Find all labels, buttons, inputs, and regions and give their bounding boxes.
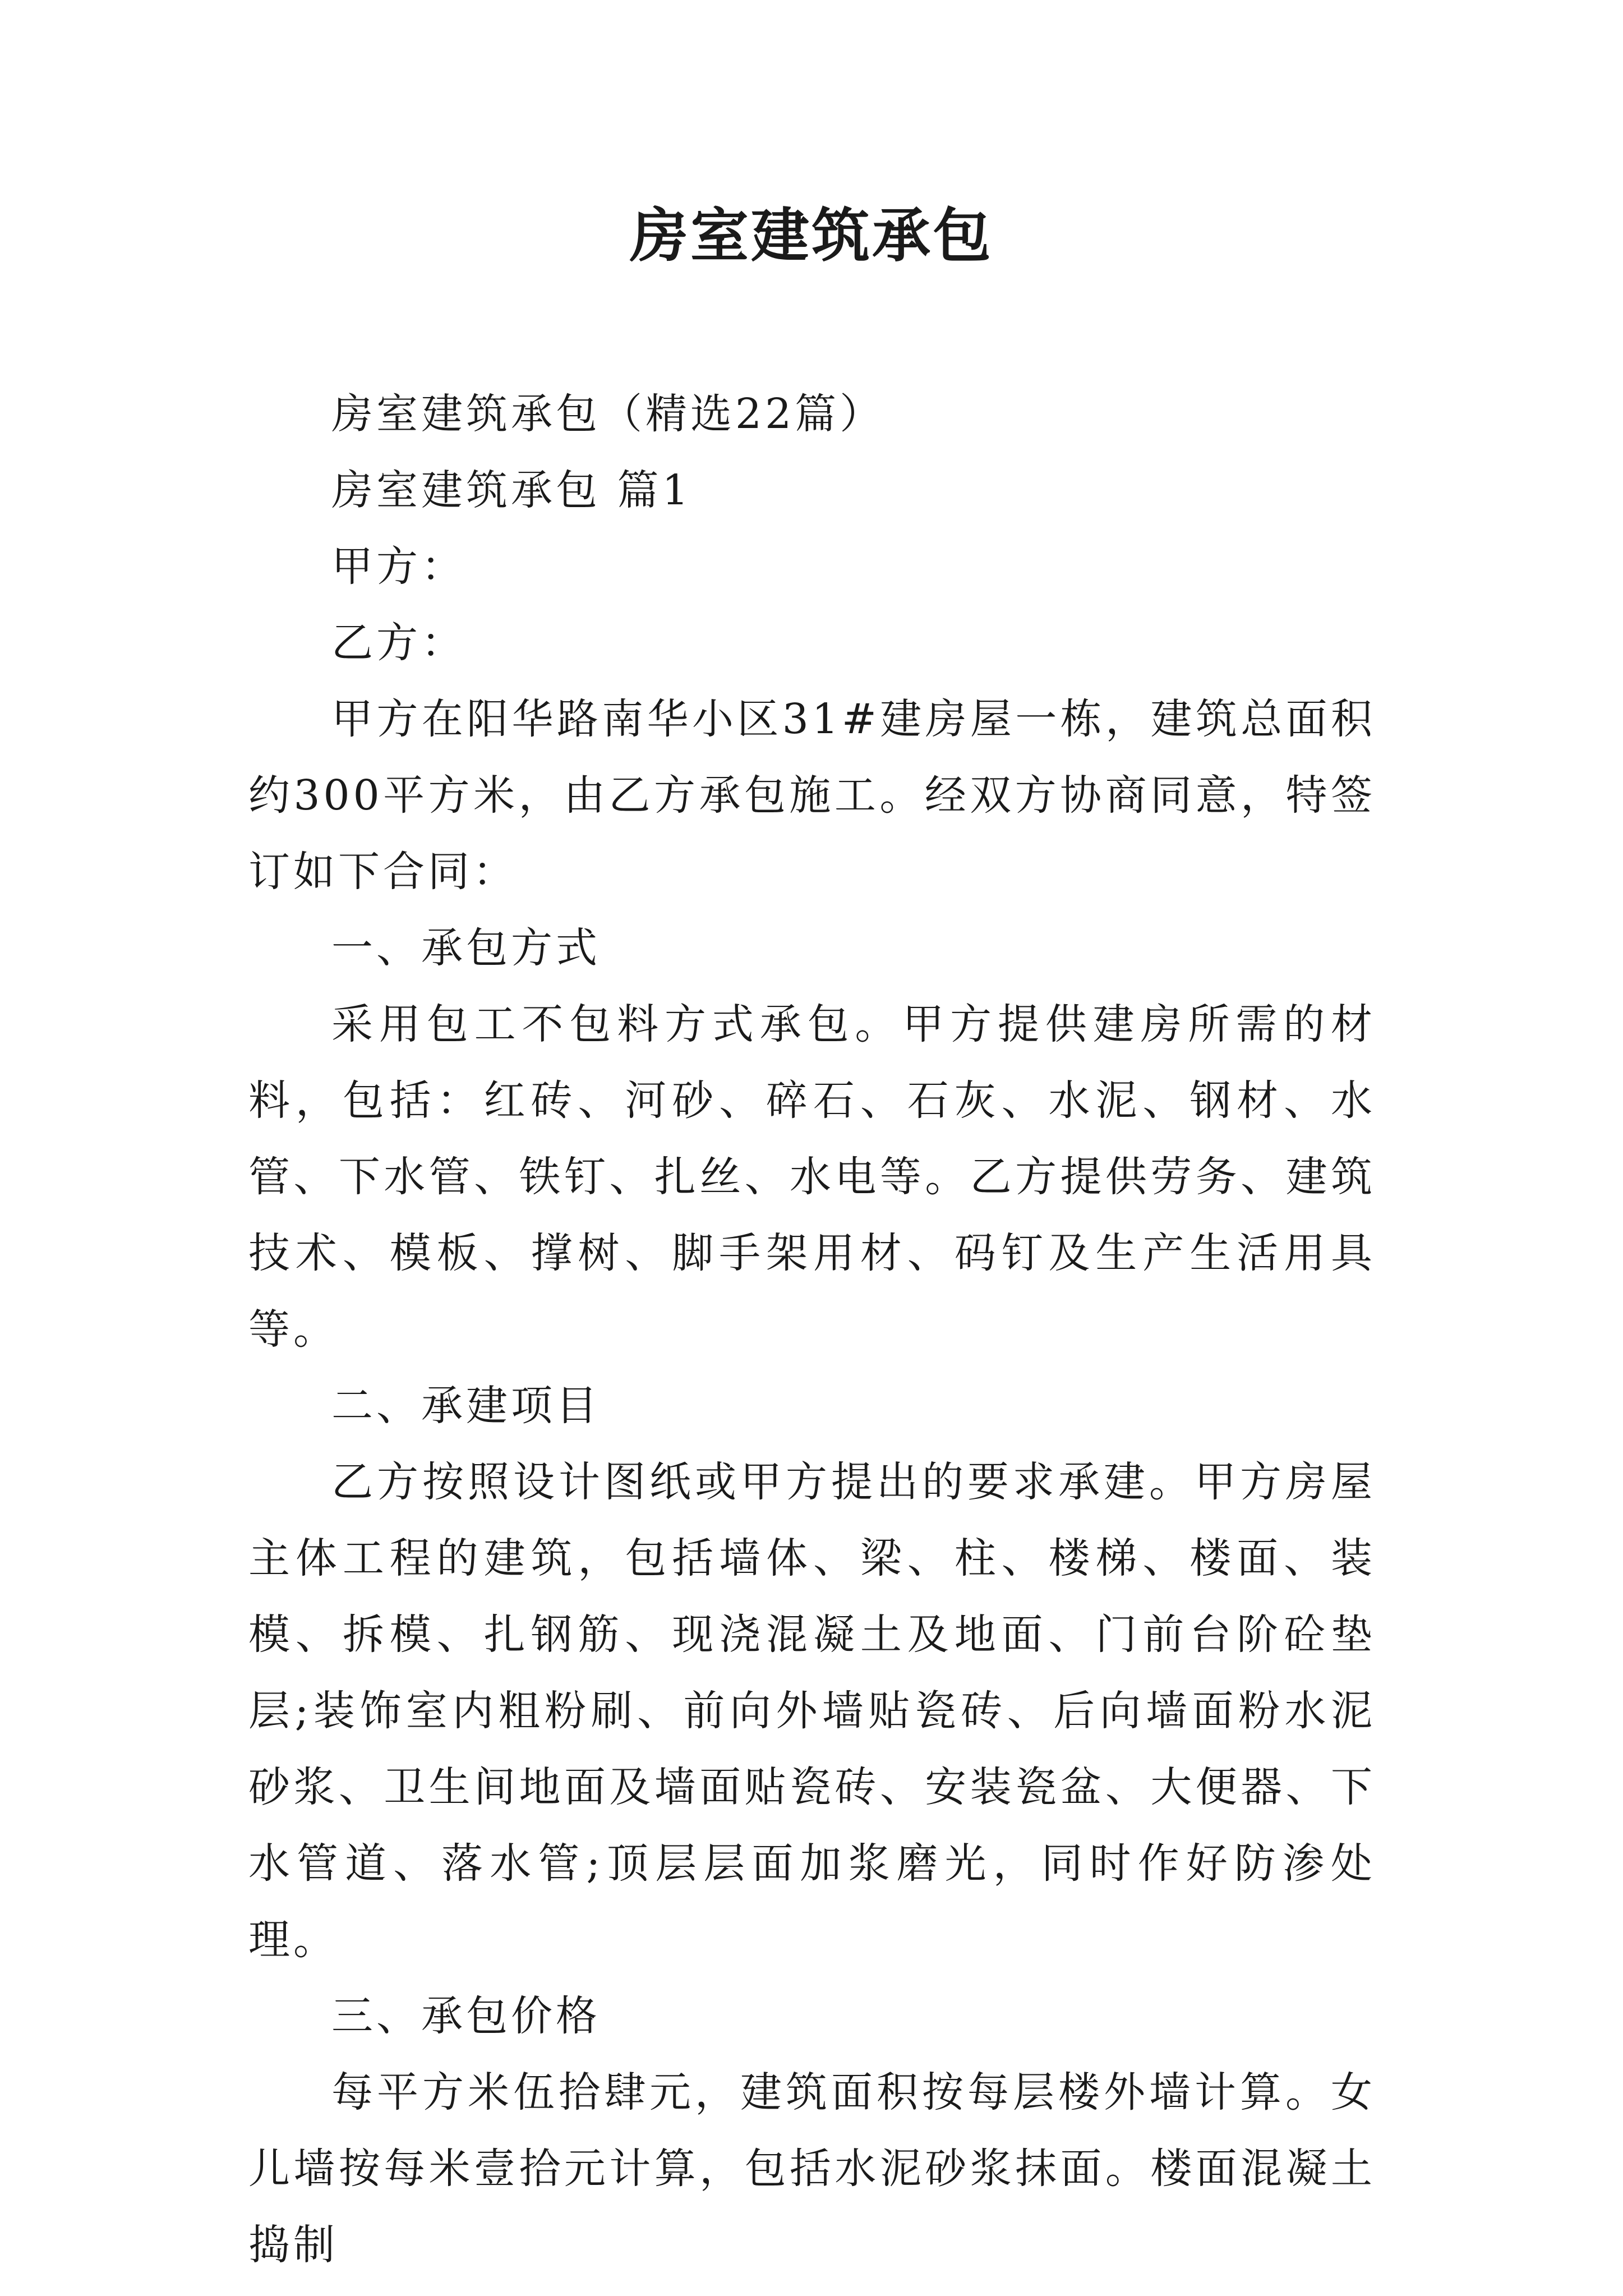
paragraph-contract-method: 采用包工不包料方式承包。甲方提供建房所需的材料，包括：红砖、河砂、碎石、石灰、水泥、钢材、水管、下水管、铁钉、扎丝、水电等。乙方提供劳务、建筑技术、模板、撑树、脚手架用材、码钉及生产生活用具等。	[248, 1000, 1376, 1354]
paragraph-party-a: 甲方：	[331, 542, 466, 591]
paragraph-contract-price: 每平方米伍拾肆元，建筑面积按每层楼外墙计算。女儿墙按每米壹拾元计算，包括水泥砂浆抹面。楼面混凝土捣制	[248, 2068, 1376, 2269]
paragraph-subtitle: 房室建筑承包（精选22篇）	[331, 390, 885, 438]
document-body	[248, 376, 1376, 2283]
paragraph-preamble: 甲方在阳华路南华小区31#建房屋一栋，建筑总面积约300平方米，由乙方承包施工。经双方协商同意，特签订如下合同：	[248, 695, 1376, 896]
heading-contract-method: 一、承包方式	[331, 924, 601, 972]
paragraph-section-heading: 房室建筑承包 篇1	[331, 466, 692, 514]
paragraph-party-b: 乙方：	[331, 619, 466, 667]
heading-construction-items: 二、承建项目	[331, 1382, 601, 1430]
document-title: 房室建筑承包	[629, 201, 993, 270]
paragraph-construction-items: 乙方按照设计图纸或甲方提出的要求承建。甲方房屋主体工程的建筑，包括墙体、梁、柱、楼梯、楼面、装模、拆模、扎钢筋、现浇混凝土及地面、门前台阶砼垫层;装饰室内粗粉刷、前向外墙贴瓷砖、后向墙面粉水泥砂浆、卫生间地面及墙面贴瓷砖、安装瓷盆、大便器、下水管道、落水管;顶层层面加浆磨光，同时作好防渗处理。	[248, 1458, 1376, 1964]
heading-contract-price: 三、承包价格	[331, 1992, 601, 2040]
